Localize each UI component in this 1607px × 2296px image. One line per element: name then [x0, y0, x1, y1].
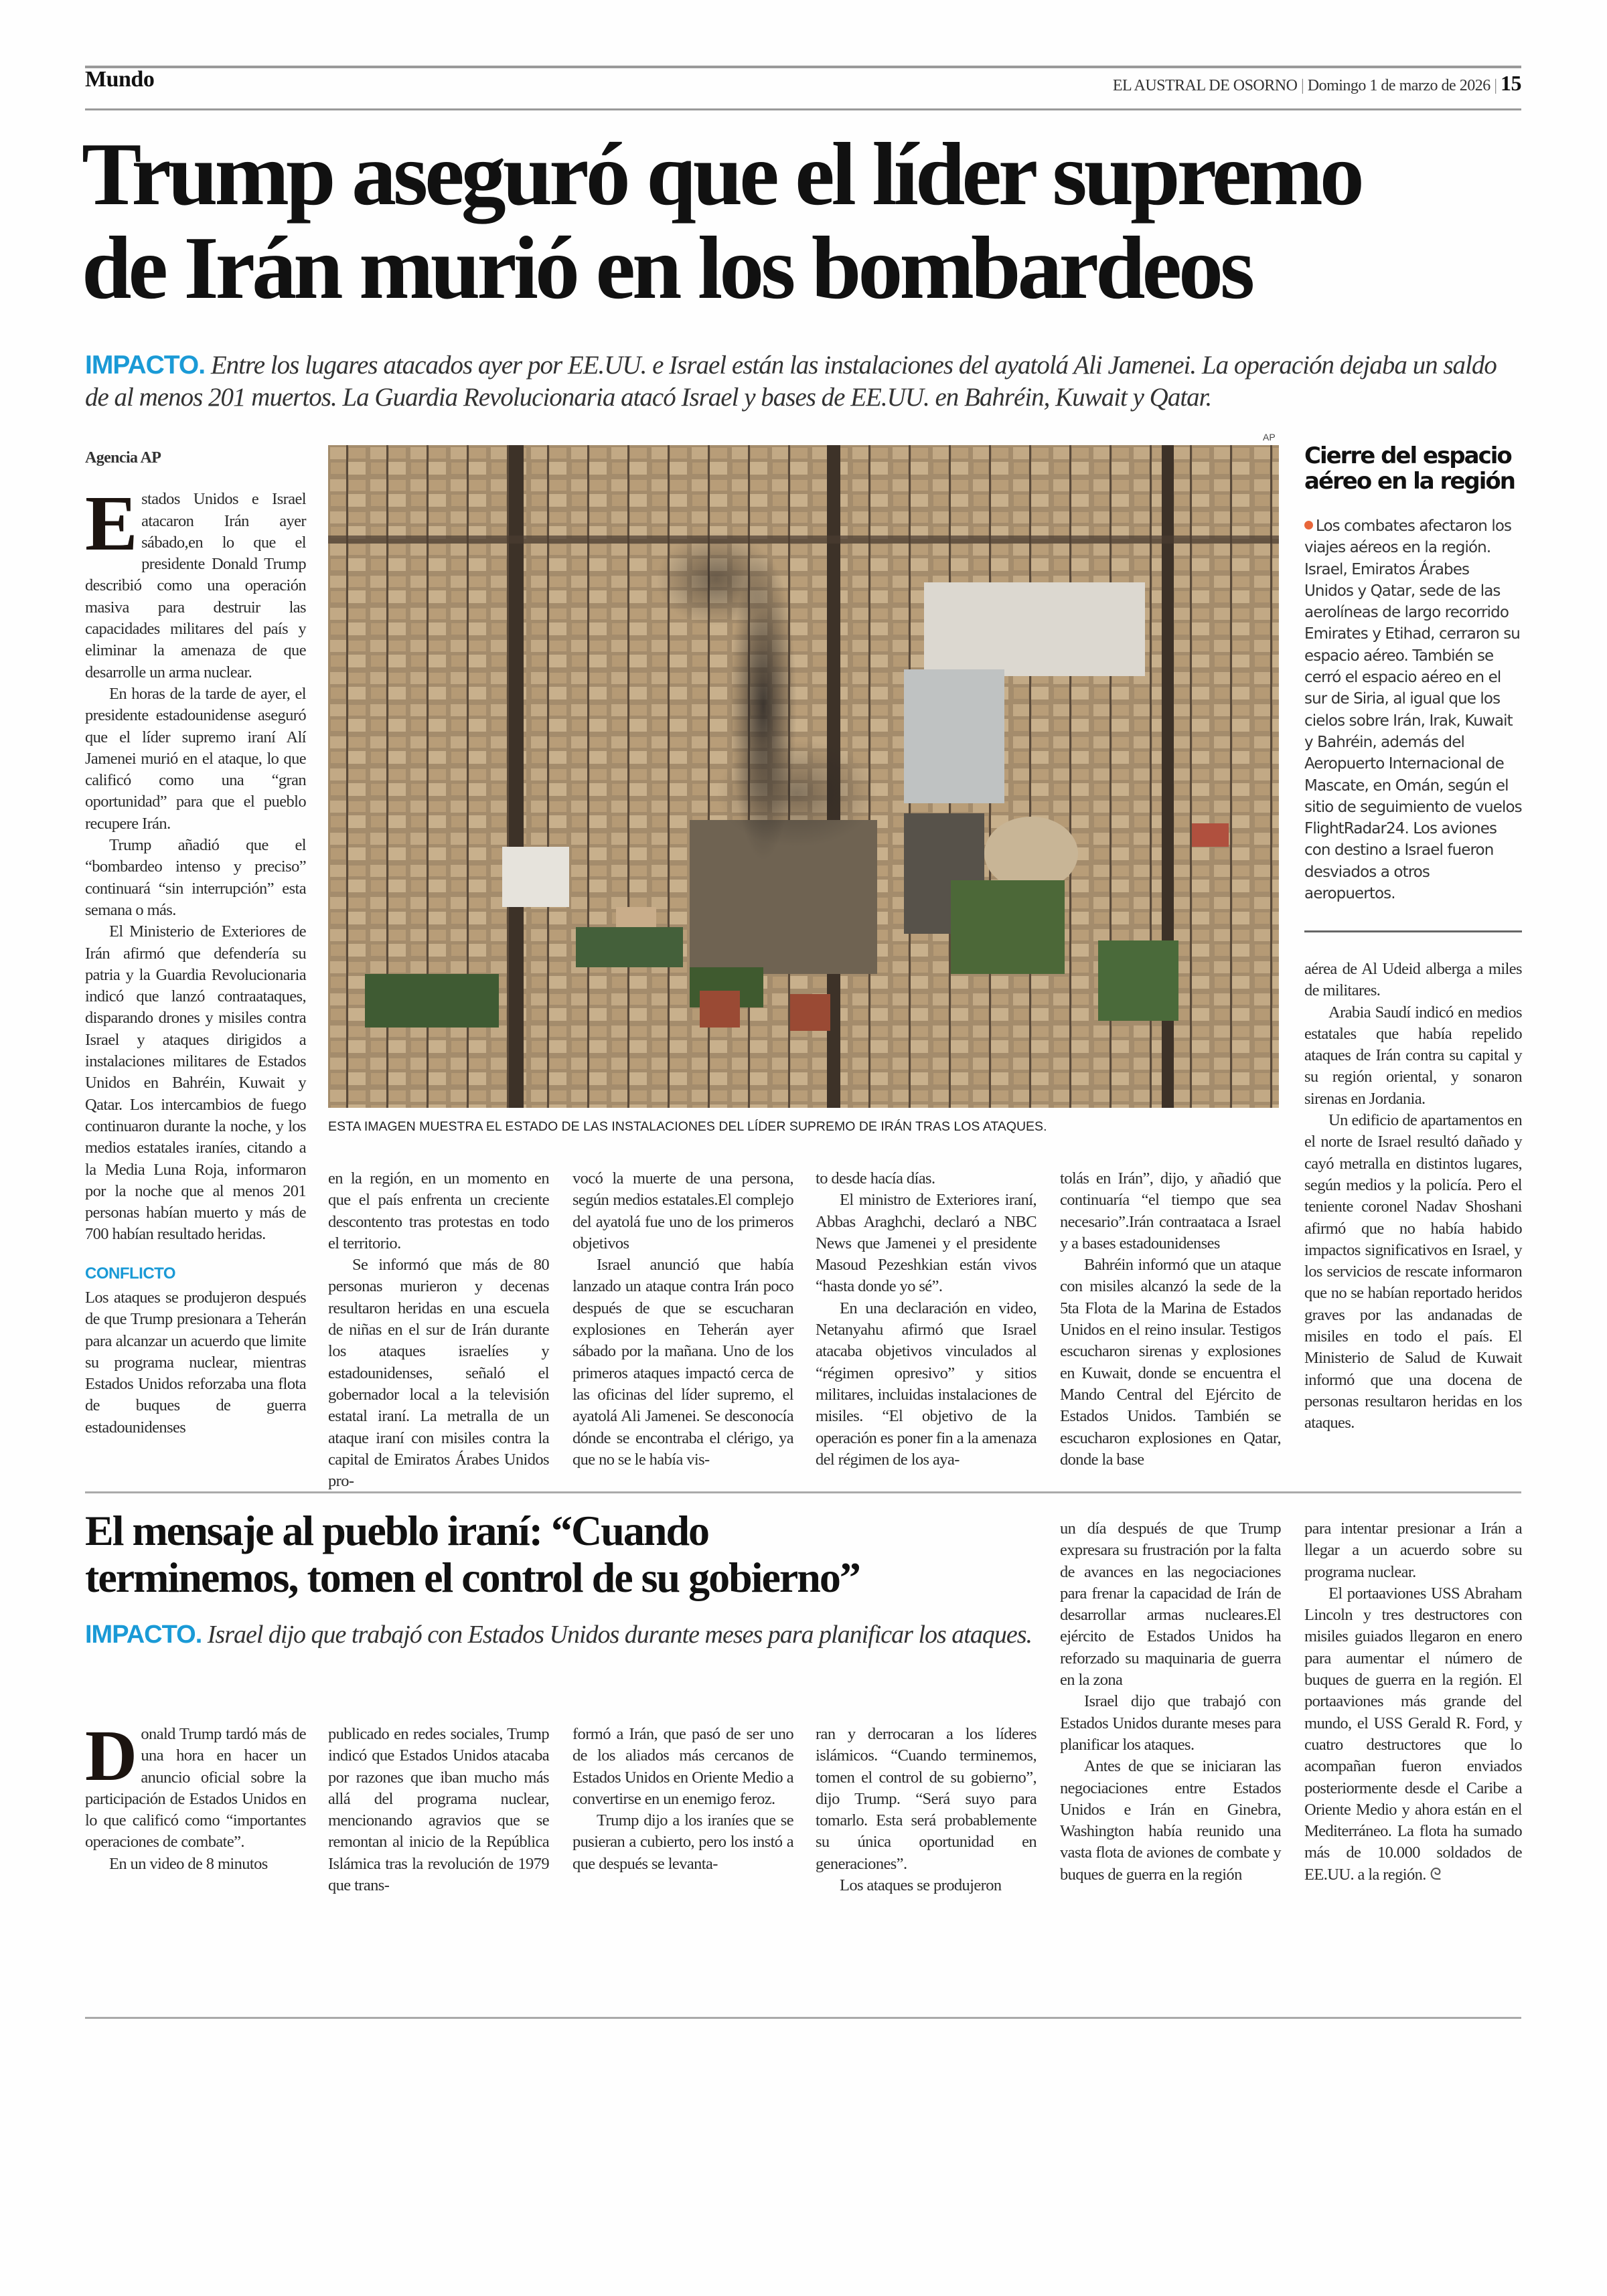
paragraph: [1304, 1583, 1522, 1886]
article1-column-2: [328, 1168, 549, 1492]
deck-kicker: IMPACTO.: [85, 351, 206, 380]
sidebar-body: [1304, 515, 1522, 904]
dropcap: E: [85, 479, 138, 568]
paragraph: Un edificio de apartamentos en el norte de Israel resultó dañado y cayó metralla en distintos lugares, según medios y la policía. Pero el teniente coronel Nadav Shoshani afirmó que no había habido impactos significativos en Israel, y los servicios de rescate informaron que no se habían reportado heridos graves por las andanadas de misiles en todo el país. El Ministerio de Salud de Kuwait informó que una docena de personas resultaron heridas en los ataques.: [1304, 1111, 1522, 1432]
page-number: 15: [1501, 71, 1521, 95]
sidebar-title: Cierre del espacio aéreo en la región: [1304, 442, 1515, 495]
deck-text: Israel dijo que trabajó con Estados Unidos durante meses para planificar los ataques.: [207, 1621, 1032, 1649]
paragraph: formó a Irán, que pasó de ser uno de los aliados más cercanos de Estados Unidos en Oriente Medio a convertirse en un enemigo feroz.: [572, 1725, 793, 1808]
paragraph: en la región, en un momento en que el país enfrenta un creciente descontento tras protestas en todo el territorio.: [328, 1169, 549, 1252]
byline: Agencia AP: [85, 449, 161, 467]
paragraph: ran y derrocaran a los líderes islámicos. “Cuando terminemos, tomen el control de su gobierno”, dijo Trump. “Será suyo para tomarlo. Esta será probablemente su única oportunidad en generaciones”.: [816, 1725, 1037, 1873]
masthead: [1113, 71, 1521, 96]
secondary-headline: [85, 1507, 1056, 1601]
paragraph: Los ataques se produjeron después de que Trump presionara a Teherán para alcanzar un acuerdo que limite su programa nuclear, mientras Estados Unidos reforzaba una flota de buques de guerra estadounidenses: [85, 1288, 306, 1437]
issue-date: Domingo 1 de marzo de 2026: [1307, 77, 1490, 94]
paragraph: Israel anunció que había lanzado un ataque contra Irán poco después de que se escucharan explosiones en Teherán ayer sábado por la mañana. Uno de los primeros ataques impactó cerca de las oficinas del líder supremo, el ayatolá Ali Jamenei. Se desconocía dónde se encontraba el clérigo, ya que no se le había vis-: [572, 1256, 793, 1469]
paragraph-text: onald Trump tardó más de una hora en hacer un anuncio oficial sobre la participación de Estados Unidos en lo que calificó como “importantes operaciones de combate”.: [85, 1725, 306, 1852]
footer-rule: [85, 2017, 1521, 2019]
article2-column-2: [328, 1724, 549, 1896]
paragraph: En una declaración en video, Netanyahu afirmó que Israel atacaba objetivos vinculados al “régimen opresivo” y sitios militares, incluidas instalaciones de misiles. “El objetivo de la operación es poner fin a la amenaza del régimen de los aya-: [816, 1299, 1037, 1469]
paragraph: aérea de Al Udeid alberga a miles de militares.: [1304, 960, 1522, 1000]
headline-line: terminemos, tomen el control de su gobierno”: [85, 1554, 860, 1601]
secondary-deck: [85, 1619, 1036, 1651]
article1-column-5: [1060, 1168, 1281, 1471]
header-bottom-rule: [85, 108, 1521, 110]
end-mark-icon: ᘓ: [1430, 1865, 1442, 1884]
paragraph: En un video de 8 minutos: [109, 1854, 268, 1873]
paragraph: [85, 479, 306, 683]
paragraph: un día después de que Trump expresara su frustración por la falta de avances en las negociaciones para frenar la capacidad de Irán de desarrollar armas nucleares.El ejército de Estados Unidos ha reforzado su maquinaria de guerra en la zona: [1060, 1520, 1281, 1690]
satellite-image-placeholder: [328, 445, 1279, 1108]
sidebar-divider: [1304, 930, 1522, 932]
article1-column-6: [1304, 959, 1522, 1434]
paragraph: vocó la muerte de una persona, según medios estatales.El complejo del ayatolá fue uno de los primeros objetivos: [572, 1169, 793, 1252]
paragraph: tolás en Irán”, dijo, y añadió que continuaría “el tiempo que sea necesario”.Irán contraataca a Israel y a bases estadounidenses: [1060, 1169, 1281, 1252]
paragraph: Los ataques se produjeron: [840, 1876, 1002, 1895]
bullet-icon: [1304, 521, 1313, 529]
article2-column-1: [85, 1716, 306, 1875]
sidebar-text: Los combates afectaron los viajes aéreos en la región. Israel, Emiratos Árabes Unidos y Qatar, sede de las aerolíneas de largo recorrido Emirates y Etihad, cerraron su espacio aéreo. También se cerró el espacio aéreo en el sur de Siria, al igual que los cielos sobre Irán, Irak, Kuwait y Bahréin, además del Aeropuerto Internacional de Mascate, en Omán, según el sitio de seguimiento de vuelos FlightRadar24. Los aviones con destino a Israel fueron desviados a otros aeropuertos.: [1304, 517, 1522, 903]
separator: |: [1300, 77, 1304, 94]
article2-column-4: [816, 1724, 1037, 1896]
article1-column-3: [572, 1168, 793, 1471]
subhead-conflicto: CONFLICTO: [85, 1264, 176, 1283]
article1-column-1: [85, 447, 306, 1439]
paragraph: Bahréin informó que un ataque con misiles alcanzó la sede de la 5ta Flota de la Marina de Estados Unidos en el reino insular. Testigos escucharon sirenas y explosiones en Kuwait, donde se encuentra el Mando Central del Ejército de Estados Unidos. También se escucharon explosiones en Qatar, donde la base: [1060, 1256, 1281, 1469]
headline-line: de Irán murió en los bombardeos: [82, 218, 1252, 317]
paragraph: El ministro de Exteriores iraní, Abbas Araghchi, declaró a NBC News que Jamenei y el presidente Masoud Pezeshkian están vivos “hasta donde yo sé”.: [816, 1191, 1037, 1296]
deck-kicker: IMPACTO.: [85, 1621, 202, 1649]
paragraph: Israel dijo que trabajó con Estados Unidos durante meses para planificar los ataques.: [1060, 1692, 1281, 1754]
paragraph: to desde hacía días.: [816, 1169, 935, 1187]
headline-line: Trump aseguró que el líder supremo: [82, 125, 1361, 224]
paragraph: Trump dijo a los iraníes que se pusieran a cubierto, pero los instó a que después se levanta-: [572, 1811, 793, 1873]
paragraph: Se informó que más de 80 personas murieron y decenas resultaron heridas en una escuela de niñas en el sur de Irán durante los ataques israelíes y estadounidenses, señaló el gobernador local a la televisión estatal iraní. La metralla de un ataque iraní con misiles contra la capital de Emiratos Árabes Unidos pro-: [328, 1256, 549, 1491]
headline-line: El mensaje al pueblo iraní: “Cuando: [85, 1507, 709, 1554]
header-top-rule: [85, 66, 1521, 68]
paragraph: para intentar presionar a Irán a llegar a un acuerdo sobre su programa nuclear.: [1304, 1520, 1522, 1581]
article2-column-3: [572, 1724, 793, 1875]
article2-column-5: [1060, 1518, 1281, 1886]
article-divider: [85, 1491, 1521, 1493]
deck-text: Entre los lugares atacados ayer por EE.UU. e Israel están las instalaciones del ayatolá Ali Jamenei. La operación dejaba un saldo de al menos 201 muertos. La Guardia Revolucionaria atacó Israel y bases de EE.UU. en Bahréin, Kuwait y Qatar.: [85, 351, 1497, 412]
satellite-photo[interactable]: [328, 445, 1279, 1108]
section-label: Mundo: [85, 67, 155, 92]
photo-caption: ESTA IMAGEN MUESTRA EL ESTADO DE LAS INSTALACIONES DEL LÍDER SUPREMO DE IRÁN TRAS LOS ATAQUES.: [328, 1119, 1047, 1134]
dropcap: D: [85, 1716, 137, 1796]
photo-credit: AP: [1263, 432, 1276, 442]
paragraph: En horas de la tarde de ayer, el presidente estadounidense aseguró que el líder supremo iraní Alí Jamenei murió en el ataque, lo que calificó como una “gran oportunidad” para que el pueblo recupere Irán.: [85, 684, 306, 833]
paragraph: El Ministerio de Exteriores de Irán afirmó que defendería su patria y la Guardia Revolucionaria indicó que lanzó contraataques, disparando drones y misiles contra Israel y ataques dirigidos a instalaciones militares de Estados Unidos en Bahréin, Kuwait y Qatar. Los intercambios de fuego continuaron durante la noche, y los medios estatales iraníes, citando a la Media Luna Roja, informaron por la noche que al menos 201 personas habían muerto y más de 700 habían resultado heridas.: [85, 922, 306, 1244]
paragraph-text: El portaaviones USS Abraham Lincoln y tres destructores con misiles guiados llegaron en enero para aumentar el número de buques de guerra en la región. El portaaviones más grande del mundo, el USS Gerald R. Ford, y cuatro destructores que lo acompañan fueron enviados posteriormente desde el Caribe a Oriente Medio y ahora están en el Mediterráneo. La flota ha sumado más de 10.000 soldados de EE.UU. a la región.: [1304, 1584, 1522, 1884]
separator: |: [1494, 77, 1497, 94]
paragraph: Trump añadió que el “bombardeo intenso y preciso” continuará “sin interrupción” esta semana o más.: [85, 836, 306, 919]
paragraph-text: stados Unidos e Israel atacaron Irán ayer sábado,en lo que el presidente Donald Trump describió como una operación masiva para destruir las capacidades militares del país y eliminar la amenaza de que desarrolle un arma nuclear.: [85, 490, 306, 681]
article2-column-6: [1304, 1518, 1522, 1886]
main-headline: [82, 127, 1528, 315]
paragraph: publicado en redes sociales, Trump indicó que Estados Unidos atacaba por razones que iban mucho más allá del programa nuclear, mencionando agravios que se remontan al inicio de la República Islámica tras la revolución de 1979 que trans-: [328, 1725, 549, 1895]
paragraph: Antes de que se iniciaran las negociaciones entre Estados Unidos e Irán en Ginebra, Washington había reunido una vasta flota de aviones de combate y buques de guerra en la región: [1060, 1757, 1281, 1884]
paragraph: Arabia Saudí indicó en medios estatales que había repelido ataques de Irán contra su capital y su región oriental, y sonaron sirenas en Jordania.: [1304, 1003, 1522, 1108]
publication-name: EL AUSTRAL DE OSORNO: [1112, 77, 1298, 94]
article-deck: [85, 349, 1525, 414]
paragraph: [85, 1716, 306, 1854]
article1-column-4: [816, 1168, 1037, 1471]
